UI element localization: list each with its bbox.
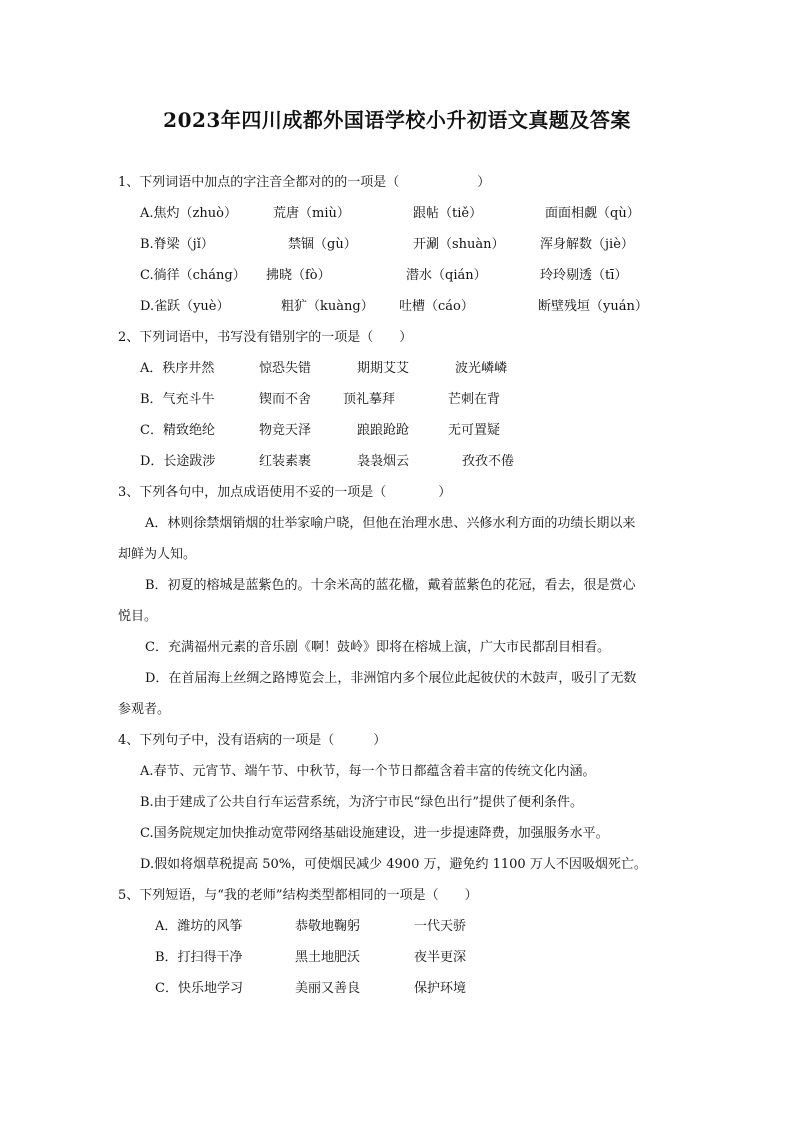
q1-option-c-1: C.徜徉（cháng） bbox=[140, 268, 246, 283]
question-3-stem: 3、下列各句中，加点成语使用不妥的一项是（ ） bbox=[118, 485, 452, 500]
q3-option-d-cont: 参观者。 bbox=[118, 702, 171, 717]
q1-option-c-4: 玲玲剔透（tī） bbox=[540, 268, 628, 283]
question-4-stem: 4、下列句子中，没有语病的一项是（ ） bbox=[118, 733, 387, 748]
q3-option-b: B．初夏的榕城是蓝紫色的。十余米高的蓝花楹，戴着蓝紫色的花冠，看去，很是赏心 bbox=[145, 578, 636, 593]
q3-option-d: D．在首届海上丝绸之路博览会上，非洲馆内多个展位此起彼伏的木鼓声，吸引了无数 bbox=[145, 671, 637, 686]
q2-option-a-4: 波光嶙嶙 bbox=[455, 361, 508, 376]
q1-option-a-1: A.焦灼（zhuò） bbox=[140, 206, 237, 221]
q1-option-b-2: 禁锢（gù） bbox=[288, 237, 357, 252]
q2-option-b-1: B．气充斗牛 bbox=[140, 392, 215, 407]
q1-option-b-4: 浑身解数（jiè） bbox=[540, 237, 634, 252]
q3-option-a-cont: 却鲜为人知。 bbox=[118, 547, 197, 562]
q1-option-d-3: 吐槽（cáo） bbox=[399, 299, 474, 314]
q2-option-c-1: C．精致绝纶 bbox=[140, 423, 215, 438]
q3-option-c: C．充满福州元素的音乐剧《啊！鼓岭》即将在榕城上演，广大市民都刮目相看。 bbox=[145, 640, 610, 655]
q4-option-a: A.春节、元宵节、端午节、中秋节，每一个节日都蕴含着丰富的传统文化内涵。 bbox=[140, 764, 596, 779]
q2-option-a-3: 期期艾艾 bbox=[357, 361, 410, 376]
q1-option-d-1: D.雀跃（yuè） bbox=[140, 299, 230, 314]
q1-option-d-4: 断壁残垣（yuán） bbox=[538, 299, 648, 314]
q2-option-a-2: 惊恐失错 bbox=[259, 361, 312, 376]
q2-option-a-1: A．秩序井然 bbox=[140, 361, 215, 376]
q5-option-c-3: 保护环境 bbox=[414, 981, 467, 996]
q2-option-b-2: 锲而不舍 bbox=[259, 392, 312, 407]
q5-option-c-1: C．快乐地学习 bbox=[155, 981, 243, 996]
q2-option-c-4: 无可置疑 bbox=[448, 423, 501, 438]
question-1-stem: 1、下列词语中加点的字注音全都对的的一项是（ ） bbox=[118, 175, 491, 190]
page-title: 2023年四川成都外国语学校小升初语文真题及答案 bbox=[163, 108, 631, 132]
q1-option-a-3: 跟帖（tiě） bbox=[413, 206, 483, 221]
q2-option-d-2: 红装素裹 bbox=[259, 454, 312, 469]
q5-option-b-2: 黑土地肥沃 bbox=[295, 950, 361, 965]
q1-option-a-2: 荒唐（miù） bbox=[273, 206, 350, 221]
q1-option-a-4: 面面相觑（qù） bbox=[545, 206, 640, 221]
q2-option-c-3: 踉踉跄跄 bbox=[357, 423, 410, 438]
q2-option-b-4: 芒刺在背 bbox=[448, 392, 501, 407]
q2-option-c-2: 物竞天泽 bbox=[259, 423, 312, 438]
q5-option-a-2: 恭敬地鞠躬 bbox=[295, 919, 361, 934]
q2-option-d-1: D．长途跋涉 bbox=[140, 454, 216, 469]
q2-option-b-3: 顶礼摹拜 bbox=[343, 392, 396, 407]
q1-option-b-1: B.脊梁（jǐ） bbox=[140, 237, 214, 252]
q2-option-d-3: 袅袅烟云 bbox=[357, 454, 410, 469]
question-2-stem: 2、下列词语中，书写没有错别字的一项是（ ） bbox=[118, 330, 413, 345]
q4-option-b: B.由于建成了公共自行车运营系统，为济宁市民“绿色出行”提供了便利条件。 bbox=[140, 795, 583, 810]
q5-option-a-1: A．潍坊的风筝 bbox=[155, 919, 243, 934]
q4-option-d: D.假如将烟草税提高 50%，可使烟民减少 4900 万，避免约 1100 万人不因吸烟死亡。 bbox=[140, 857, 647, 872]
q2-option-d-4: 孜孜不倦 bbox=[462, 454, 515, 469]
q5-option-a-3: 一代天骄 bbox=[414, 919, 467, 934]
q1-option-c-2: 拂晓（fò） bbox=[266, 268, 331, 283]
q5-option-b-3: 夜半更深 bbox=[414, 950, 467, 965]
q1-option-b-3: 开涮（shuàn） bbox=[413, 237, 505, 252]
q1-option-d-2: 粗犷（kuàng） bbox=[281, 299, 374, 314]
q3-option-b-cont: 悦目。 bbox=[118, 609, 158, 624]
question-5-stem: 5、下列短语，与“我的老师”结构类型都相同的一项是（ ） bbox=[118, 888, 478, 903]
q1-option-c-3: 潜水（qián） bbox=[406, 268, 487, 283]
q4-option-c: C.国务院规定加快推动宽带网络基础设施建设，进一步提速降费，加强服务水平。 bbox=[140, 826, 609, 841]
q3-option-a: A．林则徐禁烟销烟的壮举家喻户晓，但他在治理水患、兴修水利方面的功绩长期以来 bbox=[145, 516, 636, 531]
q5-option-c-2: 美丽又善良 bbox=[295, 981, 361, 996]
q5-option-b-1: B．打扫得干净 bbox=[155, 950, 243, 965]
